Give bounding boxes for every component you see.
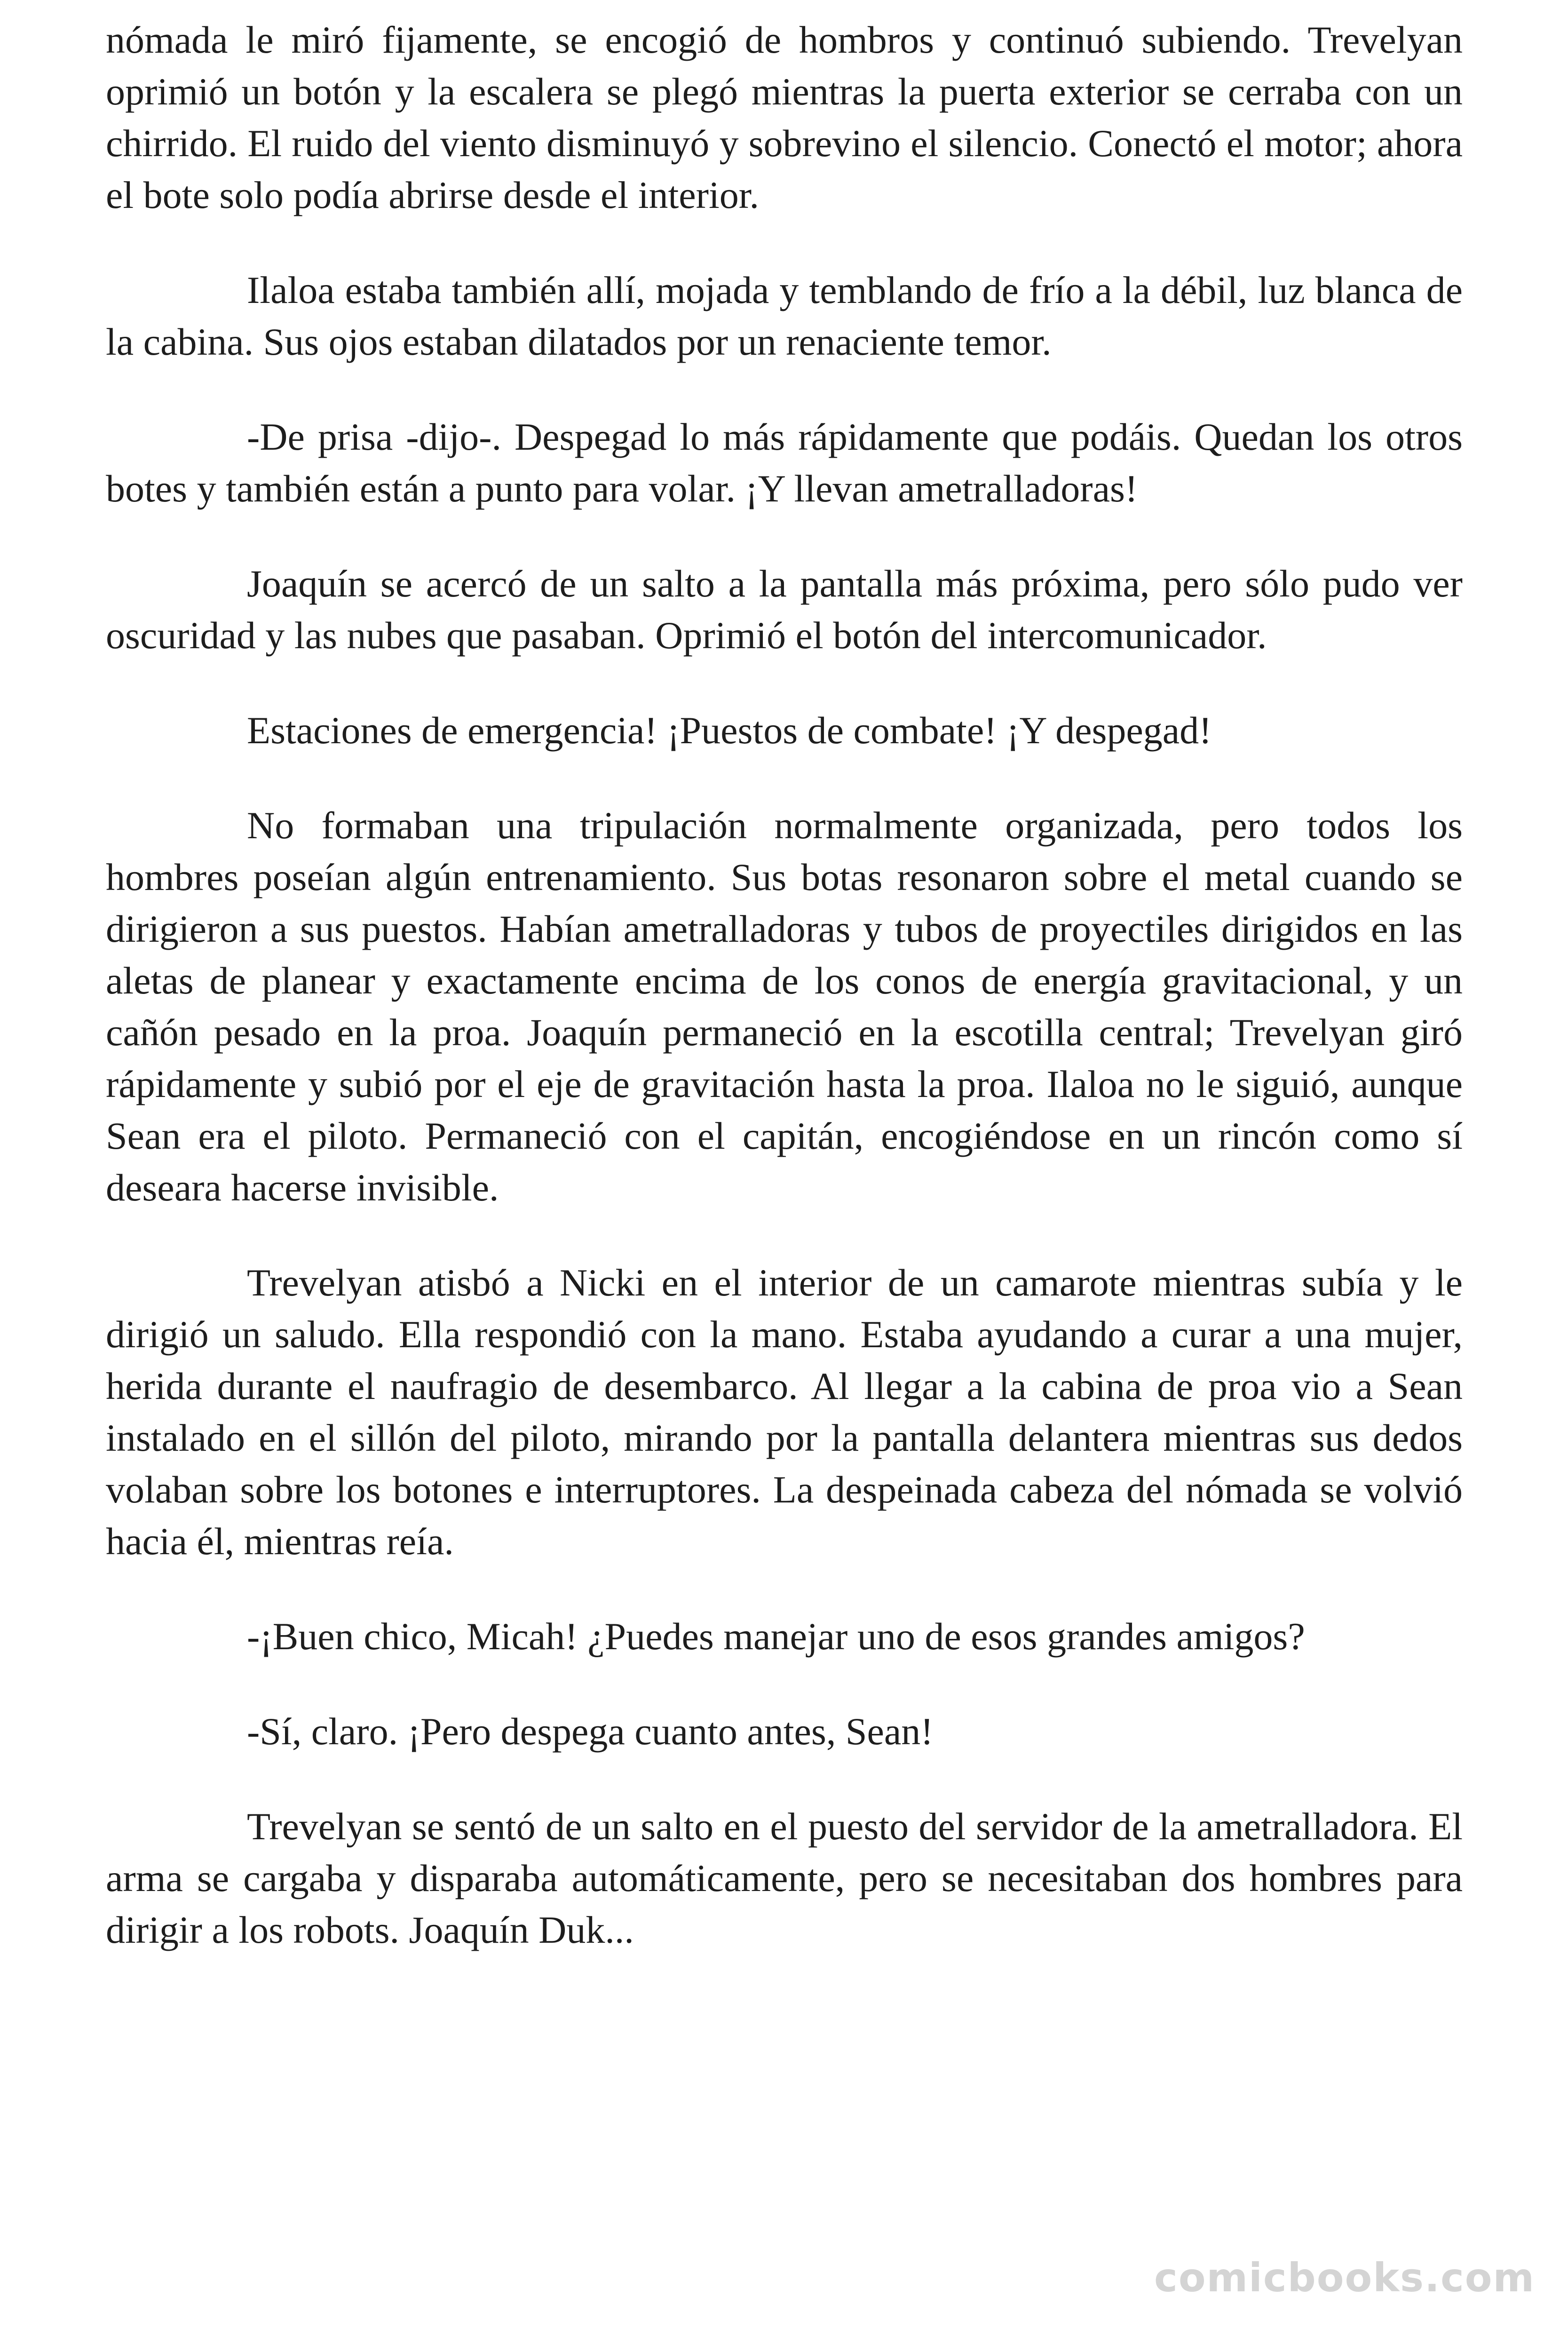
paragraph-7: Trevelyan atisbó a Nicki en el interior de un camarote mientras subía y le dirigió un saludo. Ella respondió con la mano. Estaba ayudando a curar a una mujer, herida durante el naufragio de desembarco. Al llegar a la cabina de proa vio a Sean instalado en el sillón del piloto, mirando por la pantalla delantera mientras sus dedos volaban sobre los botones e interruptores. La despeinada cabeza del nómada se volvió hacia él, mientras reía. [106,1261,1463,1563]
paragraph-10: Trevelyan se sentó de un salto en el puesto del servidor de la ametralladora. El arma se cargaba y disparaba automáticamente, pero se necesitaban dos hombres para dirigir a los robots. Joaquín Duk... [106,1805,1463,1951]
paragraph-5: Estaciones de emergencia! ¡Puestos de combate! ¡Y despegad! [247,709,1212,752]
site-watermark: comicbooks.com [1154,2255,1535,2301]
paragraph-1: nómada le miró fijamente, se encogió de hombros y continuó subiendo. Trevelyan oprimió un botón y la escalera se plegó mientras la puerta exterior se cerraba con un chirrido. El ruido del viento disminuyó y sobrevino el silencio. Conectó el motor; ahora el bote solo podía abrirse desde el interior. [106,18,1463,216]
paragraph-9: -Sí, claro. ¡Pero despega cuanto antes, Sean! [247,1710,934,1753]
paragraph-2: Ilaloa estaba también allí, mojada y temblando de frío a la débil, luz blanca de la cabina. Sus ojos estaban dilatados por un renaciente temor. [106,269,1463,363]
paragraph-3: -De prisa -dijo-. Despegad lo más rápidamente que podáis. Quedan los otros botes y también están a punto para volar. ¡Y llevan ametralladoras! [106,415,1463,510]
paragraph-8: -¡Buen chico, Micah! ¿Puedes manejar uno de esos grandes amigos? [247,1615,1305,1658]
paragraph-6: No formaban una tripulación normalmente organizada, pero todos los hombres poseían algún entrenamiento. Sus botas resonaron sobre el metal cuando se dirigieron a sus puestos. Habían ametralladoras y tubos de proyectiles dirigidos en las aletas de planear y exactamente encima de los conos de energía gravitacional, y un cañón pesado en la proa. Joaquín permaneció en la escotilla central; Trevelyan giró rápidamente y subió por el eje de gravitación hasta la proa. Ilaloa no le siguió, aunque Sean era el piloto. Permaneció con el capitán, encogiéndose en un rincón como sí deseara hacerse invisible. [106,804,1463,1209]
paragraph-4: Joaquín se acercó de un salto a la pantalla más próxima, pero sólo pudo ver oscuridad y las nubes que pasaban. Oprimió el botón del intercomunicador. [106,562,1463,657]
book-page [106,14,1463,1956]
